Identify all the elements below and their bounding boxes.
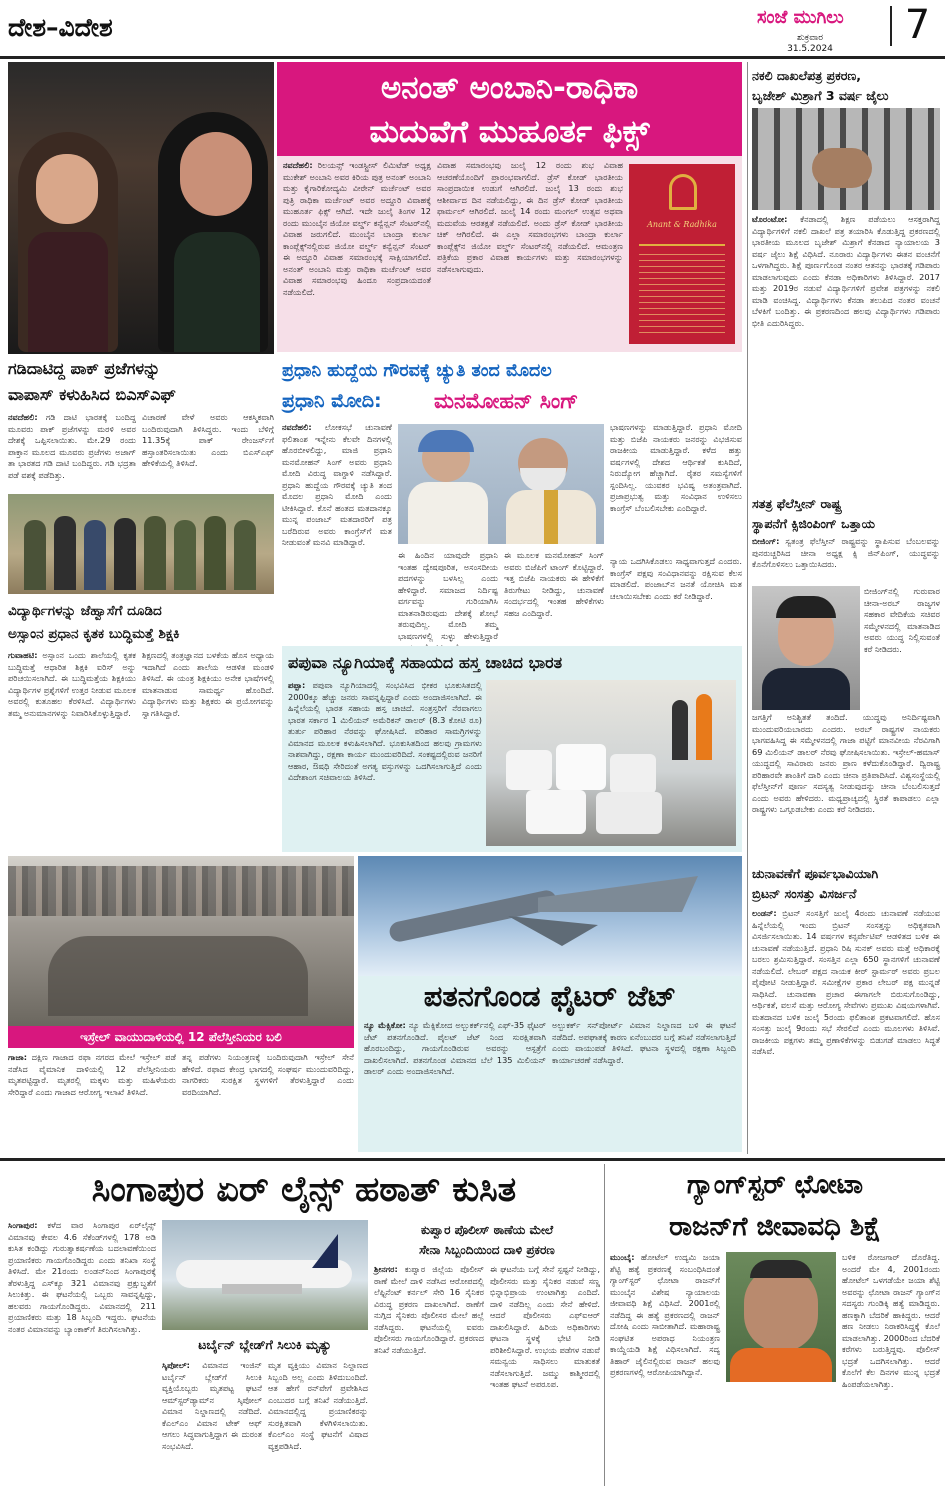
manmohan-col4: ಈ ಮೂಲಕ ಮನಮೋಹನ್ ಸಿಂಗ್ ಅವರು ಬಿಜೆಪಿಗೆ ಟಾಂಗ್ ಕೊಟ್ಟಿದ್ದಾರೆ. ಇತ್ತ ಬಿಜೆಪಿ ನಾಯಕರು ಈ ಹೇಳಿಕೆಗೆ ತಿರುಗೇಟು ನೀಡಿದ್ದು, ಚುನಾವಣೆ ಸಂದರ್ಭದಲ್ಲಿ ಇಂತಹ ಹೇಳಿಕೆಗಳು ಸಹಜ ಎಂದಿದ್ದಾರೆ. <box>504 550 604 618</box>
xi-body: ಜಗತ್ತಿಗೆ ಅನಿಶ್ಚಿತತೆ ತಂದಿದೆ. ಯುದ್ಧವು ಅನಿರ್ದಿಷ್ಟವಾಗಿ ಮುಂದುವರಿಯಬಾರದು ಎಂದರು. ಅರಬ್ ರಾಷ್ಟ್ರಗಳ ನಾಯಕರು ಭಾಗವಹಿಸಿದ್ದ ಈ ಸಮ್ಮೇಳನದಲ್ಲಿ ಗಾಜಾ ಪಟ್ಟಿಗೆ ಮಾನವೀಯ ನೆರವಿಗಾಗಿ 69 ಮಿಲಿಯನ್ ಡಾಲರ್ ನೆರವು ಘೋಷಿಸಲಾಯಿತು. ಇಸ್ರೇಲ್-ಹಮಾಸ್ ಯುದ್ಧದಲ್ಲಿ ಸಾವಿರಾರು ಜನರು ಪ್ರಾಣ ಕಳೆದುಕೊಂಡಿದ್ದಾರೆ. ದ್ವಿರಾಷ್ಟ್ರ ಪರಿಹಾರವೇ ಶಾಂತಿಗೆ ದಾರಿ ಎಂದು ಚೀನಾ ಪ್ರತಿಪಾದಿಸಿದೆ. ವಿಶ್ವಸಂಸ್ಥೆಯಲ್ಲಿ ಫೆಲೆಸ್ತೀನ್‌ಗೆ ಪೂರ್ಣ ಸದಸ್ಯತ್ವ ನೀಡುವುದನ್ನು ಚೀನಾ ಬೆಂಬಲಿಸುತ್ತದೆ ಎಂದು ಅವರು ಹೇಳಿದರು. ಮಧ್ಯಪ್ರಾಚ್ಯದಲ್ಲಿ ಸ್ಥಿರತೆ ಕಾಪಾಡಲು ಎಲ್ಲಾ ರಾಷ್ಟ್ರಗಳು ಒಗ್ಗೂಡಬೇಕು ಎಂದು ಕರೆ ನೀಡಿದರು. <box>752 712 940 814</box>
fake-doc-title-line1: ನಕಲಿ ದಾಖಲೆಪತ್ರ ಪ್ರಕರಣ, <box>752 68 862 83</box>
anant-article <box>277 156 742 352</box>
rajan-title-line2: ರಾಜನ್‌ಗೆ ಜೀವಾವಧಿ ಶಿಕ್ಷೆ <box>669 1212 881 1242</box>
student-dateline: ಗುವಾಹಟಿ: <box>8 650 38 660</box>
jet-title: ಪತನಗೊಂಡ ಫೈಟರ್ ಜೆಟ್ <box>423 979 677 1013</box>
kupwara-col1 <box>374 1264 484 1486</box>
pak-dateline: ನವದೆಹಲಿ: <box>8 412 38 422</box>
masthead <box>0 0 945 56</box>
turbine-col2: ಮೃತ ವ್ಯಕ್ತಿಯು ವಿಮಾನ ನಿಲ್ದಾಣದ ಸಿಬ್ಬಂದಿ ಅಲ್ಲ ಎಂದು ತಿಳಿದುಬಂದಿದೆ. ಆತ ಹೇಗೆ ರನ್‌ವೇಗೆ ಪ್ರವೇಶಿಸಿದ ಎಂಬುದರ ಬಗ್ಗೆ ತನಿಖೆ ನಡೆಯುತ್ತಿದೆ. ವಿಮಾನದಲ್ಲಿದ್ದ ಪ್ರಯಾಣಿಕರನ್ನು ಸುರಕ್ಷಿತವಾಗಿ ಕೆಳಗಿಳಿಸಲಾಯಿತು. ಕೆಎಲ್‌ಎಂ ಸಂಸ್ಥೆ ಘಟನೆಗೆ ವಿಷಾದ ವ್ಯಕ್ತಪಡಿಸಿದೆ. <box>268 1360 368 1451</box>
israel-col1-text: ದಕ್ಷಿಣ ಗಾಜಾದ ರಫಾ ನಗರದ ಮೇಲೆ ಇಸ್ರೇಲ್ ಪಡೆ ನಡೆಸಿದ ವೈಮಾನಿಕ ದಾಳಿಯಲ್ಲಿ 12 ಪೆಲೆಸ್ತೀನಿಯರು ಮೃತಪಟ್ಟಿದ್ದಾರೆ. ಮೃತರಲ್ಲಿ ಮಕ್ಕಳು ಮತ್ತು ಮಹಿಳೆಯರು ಸೇರಿದ್ದಾರೆ ಎಂದು ಗಾಜಾದ ಆರೋಗ್ಯ ಇಲಾಖೆ ತಿಳಿಸಿದೆ. <box>8 1052 177 1097</box>
britain-title-line2: ಬ್ರಿಟನ್ ಸಂಸತ್ತು ವಿಸರ್ಜನೆ <box>752 886 857 901</box>
jet-box <box>358 856 742 1152</box>
papua-col1-text: ಪಪುವಾ ನ್ಯೂಗಿಯಾದಲ್ಲಿ ಸಂಭವಿಸಿದ ಭೀಕರ ಭೂಕುಸಿತದಲ್ಲಿ 2000ಕ್ಕೂ ಹೆಚ್ಚು ಜನರು ಸಾವನ್ನಪ್ಪಿದ್ದಾರೆ ಎಂದು ಅಂದಾಜಿಸಲಾಗಿದೆ. ಈ ಹಿನ್ನೆಲೆಯಲ್ಲಿ ಭಾರತ ಸಹಾಯ ಹಸ್ತ ಚಾಚಿದೆ. ಸಂತ್ರಸ್ತರಿಗೆ ನೆರವಾಗಲು ಭಾರತ ಸರ್ಕಾರ 1 ಮಿಲಿಯನ್ ಅಮೆರಿಕನ್ ಡಾಲರ್ (8.3 ಕೋಟಿ ರೂ) ತುರ್ತು ಪರಿಹಾರ ನೆರವನ್ನು ಘೋಷಿಸಿದೆ. ಪರಿಹಾರ ಸಾಮಗ್ರಿಗಳನ್ನು ವಿಮಾನದ ಮೂಲಕ ಕಳುಹಿಸಲಾಗಿದೆ. ಭೂಕುಸಿತದಿಂದ ಹಲವು ಗ್ರಾಮಗಳು ನಾಶವಾಗಿದ್ದು, ರಕ್ಷಣಾ ಕಾರ್ಯ ಮುಂದುವರಿದಿದೆ. ಸಂಕಷ್ಟದಲ್ಲಿರುವ ಜನರಿಗೆ ಆಹಾರ, ಔಷಧಿ ಸೇರಿದಂತೆ ಅಗತ್ಯ ವಸ್ತುಗಳನ್ನು ಒದಗಿಸಲಾಗುತ್ತಿದೆ ಎಂದು ವಿದೇಶಾಂಗ ಸಚಿವಾಲಯ ತಿಳಿಸಿದೆ. <box>288 680 482 782</box>
singapore-col1-text: ಕಳೆದ ವಾರ ಸಿಂಗಾಪುರ ಏರ್‌ಲೈನ್ಸ್ ವಿಮಾನವು ಕೇವಲ 4.6 ಸೆಕೆಂಡ್‌ಗಳಲ್ಲಿ 178 ಅಡಿ ಕುಸಿತ ಕಂಡಿದ್ದು ಗುರುತ್ವಾಕರ್ಷಣೆಯ ಬದಲಾವಣೆಯಿಂದ ಪ್ರಯಾಣಿಕರು ಗಾಯಗೊಂಡಿದ್ದರು ಎಂದು ತನಿಖಾ ಸಂಸ್ಥೆ ತಿಳಿಸಿದೆ. ಮೇ 21ರಂದು ಲಂಡನ್‌ನಿಂದ ಸಿಂಗಾಪುರಕ್ಕೆ ತೆರಳುತ್ತಿದ್ದ ಎಸ್‌ಕ್ಯೂ 321 ವಿಮಾನವು ಪ್ರಕ್ಷುಬ್ಧತೆಗೆ ಸಿಲುಕಿತ್ತು. ಈ ಘಟನೆಯಲ್ಲಿ ಒಬ್ಬರು ಸಾವನ್ನಪ್ಪಿದ್ದು, ಹಲವರು ಗಾಯಗೊಂಡಿದ್ದರು. ವಿಮಾನದಲ್ಲಿ 211 ಪ್ರಯಾಣಿಕರು ಮತ್ತು 18 ಸಿಬ್ಬಂದಿ ಇದ್ದರು. ಘಟನೆಯ ನಂತರ ವಿಮಾನವನ್ನು ಬ್ಯಾಂಕಾಕ್‌ಗೆ ತಿರುಗಿಸಲಾಗಿತ್ತು. <box>8 1220 156 1334</box>
rajan-col2: ಬಳಿಕ ರೋಜಗಾರ್ ದೊರೆತಿದ್ದ. ಅಂದರೆ ಮೇ 4, 2001ರಂದು ಹೋಟೆಲ್ ಒಳಗಡೆಯೇ ಜಯಾ ಶೆಟ್ಟಿ ಅವರನ್ನು ಛೋಟಾ ರಾಜನ್ ಗ್ಯಾಂಗ್‌ನ ಸದಸ್ಯರು ಗುಂಡಿಕ್ಕಿ ಹತ್ಯೆ ಮಾಡಿದ್ದರು. ಹಣಕ್ಕಾಗಿ ಬೆದರಿಕೆ ಹಾಕಿದ್ದರು. ಆದರೆ ಹಣ ನೀಡಲು ನಿರಾಕರಿಸಿದ್ದಕ್ಕೆ ಕೊಲೆ ಮಾಡಲಾಗಿತ್ತು. 2000ರಿಂದ ಬೆದರಿಕೆ ಕರೆಗಳು ಬರುತ್ತಿದ್ದವು. ಪೊಲೀಸ್ ಭದ್ರತೆ ಒದಗಿಸಲಾಗಿತ್ತು. ಆದರೆ ಕೊಲೆಗೆ ಕೆಲ ದಿನಗಳ ಮುನ್ನ ಭದ್ರತೆ ಹಿಂಪಡೆಯಲಾಗಿತ್ತು. <box>842 1252 940 1389</box>
pak-headline <box>8 356 274 408</box>
rajan-col1 <box>610 1252 720 1486</box>
student-title-line2: ಅಸ್ಸಾಂನ ಪ್ರಧಾನ ಕೃತಕ ಬುದ್ಧಿಮತ್ತೆ ಶಿಕ್ಷಕಿ <box>8 626 180 642</box>
israel-photo <box>8 856 354 1026</box>
xi-lead <box>752 536 940 584</box>
manmohan-headline <box>282 356 742 416</box>
manmohan-dateline: ನವದೆಹಲಿ: <box>282 422 312 432</box>
turbine-col1 <box>162 1360 262 1486</box>
pak-col2: ವಿಚಾರಣೆ ವೇಳೆ ಅವರು ಆಕಸ್ಮಿಕವಾಗಿ ಬಂದಿರುವುದಾಗಿ ತಿಳಿಸಿದ್ದರು. ಇಂದು ಬೆಳಿಗ್ಗೆ 11.35ಕ್ಕೆ ಪಾಕ್ ರೇಂಜರ್ಸ್‌ಗೆ ಹಸ್ತಾಂತರಿಸಲಾಯಿತು ಎಂದು ಬಿಎಸ್‌ಎಫ್ ಹೇಳಿಕೆಯಲ್ಲಿ ತಿಳಿಸಿದೆ. <box>142 412 274 468</box>
kupwara-col2: ಈ ಘಟನೆಯ ಬಗ್ಗೆ ಸೇನೆ ಸ್ಪಷ್ಟನೆ ನೀಡಿದ್ದು, ಪೊಲೀಸರು ಮತ್ತು ಸೈನಿಕರ ನಡುವೆ ಸಣ್ಣ ಭಿನ್ನಾಭಿಪ್ರಾಯ ಉಂಟಾಗಿತ್ತು ಎಂದಿದೆ. ದಾಳಿ ನಡೆದಿಲ್ಲ ಎಂದು ಸೇನೆ ಹೇಳಿದೆ. ಆದರೆ ಪೊಲೀಸರು ಎಫ್‌ಐಆರ್ ದಾಖಲಿಸಿದ್ದಾರೆ. ಹಿರಿಯ ಅಧಿಕಾರಿಗಳು ಘಟನಾ ಸ್ಥಳಕ್ಕೆ ಭೇಟಿ ನೀಡಿ ಪರಿಶೀಲಿಸಿದ್ದಾರೆ. ಉಭಯ ಪಡೆಗಳ ನಡುವೆ ಸಮನ್ವಯ ಸಾಧಿಸಲು ಮಾತುಕತೆ ನಡೆಸಲಾಗುತ್ತಿದೆ. ಜಮ್ಮು ಕಾಶ್ಮೀರದಲ್ಲಿ ಇಂತಹ ಘಟನೆ ಅಪರೂಪ. <box>490 1264 600 1389</box>
britain-title-line1: ಚುನಾವಣೆಗೆ ಪೂರ್ವಭಾವಿಯಾಗಿ <box>752 866 879 881</box>
anant-title-line2: ಮದುವೆಗೆ ಮುಹೂರ್ತ ಫಿಕ್ಸ್ <box>369 114 650 150</box>
wedding-card-text: Anant & Radhika <box>647 220 717 229</box>
student-col2: ಶಿಕ್ಷಣದಲ್ಲಿ ತಂತ್ರಜ್ಞಾನದ ಬಳಕೆಯ ಹೊಸ ಅಧ್ಯಾಯ ಇದಾಗಿದೆ ಎಂದು ಶಾಲೆಯ ಆಡಳಿತ ಮಂಡಳಿ ತಿಳಿಸಿದೆ. ಈ ಯಂತ್ರ ಶಿಕ್ಷಕಿಯು ಅನೇಕ ಭಾಷೆಗಳಲ್ಲಿ ಮಾತನಾಡುವ ಸಾಮರ್ಥ್ಯ ಹೊಂದಿದೆ. ವಿದ್ಯಾರ್ಥಿಗಳು ಮತ್ತು ಶಿಕ್ಷಕರು ಈ ಪ್ರಯೋಗವನ್ನು ಸ್ವಾಗತಿಸಿದ್ದಾರೆ. <box>142 650 274 718</box>
anant-radhika-photo <box>8 62 274 354</box>
student-title-line1: ವಿದ್ಯಾರ್ಥಿಗಳನ್ನು ಜೆಹ್ವಾಸೆಗೆ ದೂಡಿದ <box>8 603 162 619</box>
xi-photo <box>752 586 860 710</box>
anant-col1-text: ರಿಲಯನ್ಸ್ ಇಂಡಸ್ಟ್ರೀಸ್ ಲಿಮಿಟೆಡ್ ಅಧ್ಯಕ್ಷ ಮುಕೇಶ್ ಅಂಬಾನಿ ಅವರ ಕಿರಿಯ ಪುತ್ರ ಅನಂತ್ ಅಂಬಾನಿ ಮತ್ತು ಕೈಗಾರಿಕೋದ್ಯಮಿ ವೀರೇನ್ ಮರ್ಚೆಂಟ್ ಅವರ ಪುತ್ರಿ ರಾಧಿಕಾ ಮರ್ಚೆಂಟ್ ಅವರ ಅದ್ದೂರಿ ವಿವಾಹಕ್ಕೆ ಮುಹೂರ್ತ ಫಿಕ್ಸ್ ಆಗಿದೆ. ಇದೇ ಜುಲೈ ತಿಂಗಳ 12 ರಂದು ಮುಂಬೈನ ಜಿಯೋ ವರ್ಲ್ಡ್ ಕನ್ವೆನ್ಷನ್ ಸೆಂಟರ್‌ನಲ್ಲಿ ವಿವಾಹ ಜರುಗಲಿದೆ. ಮುಂಬೈನ ಬಾಂದ್ರಾ ಕುರ್ಲಾ ಕಾಂಪ್ಲೆಕ್ಸ್‌ನಲ್ಲಿರುವ ಜಿಯೋ ವರ್ಲ್ಡ್ ಕನ್ವೆನ್ಷನ್ ಸೆಂಟರ್ ಈ ಅದ್ದೂರಿ ವಿವಾಹ ಸಮಾರಂಭಕ್ಕೆ ಸಾಕ್ಷಿಯಾಗಲಿದೆ. ಅನಂತ್ ಅಂಬಾನಿ ಮತ್ತು ರಾಧಿಕಾ ಮರ್ಚೆಂಟ್ ಅವರ ವಿವಾಹ ಸಮಾರಂಭವು ಹಿಂದೂ ಸಂಪ್ರದಾಯದಂತೆ ನಡೆಯಲಿದೆ. <box>283 160 431 297</box>
fake-doc-text: ಕೆನಡಾದಲ್ಲಿ ಶಿಕ್ಷಣ ಪಡೆಯಲು ಆಸಕ್ತರಾಗಿದ್ದ ವಿದ್ಯಾರ್ಥಿಗಳಿಗೆ ನಕಲಿ ದಾಖಲೆ ಪತ್ರ ತಯಾರಿಸಿ ಕೊಡುತ್ತಿದ್ದ ಪ್ರಕರಣದಲ್ಲಿ ಭಾರತೀಯ ಮೂಲದ ಬೃಜೇಶ್ ಮಿಶ್ರಾಗೆ ಕೆನಡಾದ ನ್ಯಾಯಾಲಯ 3 ವರ್ಷ ಜೈಲು ಶಿಕ್ಷೆ ವಿಧಿಸಿದೆ. ನೂರಾರು ವಿದ್ಯಾರ್ಥಿಗಳು ಈತನ ವಂಚನೆಗೆ ಒಳಗಾಗಿದ್ದರು. ಶಿಕ್ಷೆ ಪೂರ್ಣಗೊಂಡ ನಂತರ ಆತನನ್ನು ಭಾರತಕ್ಕೆ ಗಡಿಪಾರು ಮಾಡಲಾಗುವುದು ಎಂದು ಕೆನಡಾ ಅಧಿಕಾರಿಗಳು ತಿಳಿಸಿದ್ದಾರೆ. 2017 ಮತ್ತು 2019ರ ನಡುವೆ ವಿದ್ಯಾರ್ಥಿಗಳಿಗೆ ಪ್ರವೇಶ ಪತ್ರಗಳನ್ನು ನಕಲಿ ಮಾಡಿ ವಂಚಿಸಿದ್ದ. ವಿದ್ಯಾರ್ಥಿಗಳು ಕೆನಡಾ ತಲುಪಿದ ನಂತರ ವಂಚನೆ ಬೆಳಕಿಗೆ ಬಂದಿತ್ತು. ಈ ಪ್ರಕರಣದಿಂದ ಹಲವು ವಿದ್ಯಾರ್ಥಿಗಳು ಗಡಿಪಾರು ಭೀತಿ ಎದುರಿಸಿದ್ದರು. <box>752 214 940 328</box>
xi-title-line2: ಸ್ಥಾಪನೆಗೆ ಕ್ಸಿಜಿಂಪಿಂಗ್ ಒತ್ತಾಯ <box>752 516 875 531</box>
xi-headline <box>752 494 940 534</box>
issue-date: 31.5.2024 <box>787 44 833 54</box>
manmohan-col5: ನ್ಯಾಯ ಒದಗಿಸಿಕೊಡಲು ಸಾಧ್ಯವಾಗುತ್ತದೆ ಎಂದರು. ಕಾಂಗ್ರೆಸ್ ಪಕ್ಷವು ಸಂವಿಧಾನವನ್ನು ರಕ್ಷಿಸುವ ಕೆಲಸ ಮಾಡಲಿದೆ. ಪಂಜಾಬ್‌ನ ಜನತೆ ಯೋಚಿಸಿ ಮತ ಚಲಾಯಿಸಬೇಕು ಎಂದು ಕರೆ ನೀಡಿದ್ದಾರೆ. <box>610 556 742 601</box>
kupwara-dateline: ಶ್ರೀನಗರ: <box>374 1264 398 1274</box>
xi-lead-text: ಸ್ವತಂತ್ರ ಫೆಲೆಸ್ತೀನ್ ರಾಷ್ಟ್ರವನ್ನು ಸ್ಥಾಪಿಸುವ ಬೆಂಬಲವನ್ನು ಪುನರುಚ್ಚರಿಸಿದ ಚೀನಾ ಅಧ್ಯಕ್ಷ ಕ್ಸಿ ಜಿನ್‌ಪಿಂಗ್, ಯುದ್ಧವನ್ನು ಕೊನೆಗೊಳಿಸಲು ಒತ್ತಾಯಿಸಿದರು. <box>752 536 941 569</box>
xi-title-line1: ಸತತ್ರ ಫೆಲೆಸ್ತೀನ್ ರಾಷ್ಟ್ರ <box>752 496 842 511</box>
section-title: ದೇಶ–ವಿದೇಶ <box>8 13 113 42</box>
israel-caption-bar <box>8 1026 354 1048</box>
student-headline <box>8 600 274 646</box>
fake-doc-body <box>752 214 940 490</box>
xi-dateline: ಬೀಜಿಂಗ್: <box>752 536 780 546</box>
page-number: 7 <box>904 2 931 48</box>
israel-col1 <box>8 1052 176 1148</box>
papua-col1 <box>288 680 482 848</box>
kupwara-title-line1: ಕುಪ್ವಾರ ಪೊಲೀಸ್ ಠಾಣೆಯ ಮೇಲೆ <box>420 1223 554 1237</box>
kupwara-col1-text: ಕುಪ್ವಾರ ಜಿಲ್ಲೆಯ ಪೊಲೀಸ್ ಠಾಣೆ ಮೇಲೆ ದಾಳಿ ನಡೆಸಿದ ಆರೋಪದಲ್ಲಿ ಲೆಫ್ಟಿನೆಂಟ್ ಕರ್ನಲ್ ಸೇರಿ 16 ಸೈನಿಕರ ವಿರುದ್ಧ ಪ್ರಕರಣ ದಾಖಲಾಗಿದೆ. ಠಾಣೆಗೆ ನುಗ್ಗಿದ ಸೈನಿಕರು ಪೊಲೀಸರ ಮೇಲೆ ಹಲ್ಲೆ ನಡೆಸಿದ್ದರು. ಘಟನೆಯಲ್ಲಿ ಐವರು ಪೊಲೀಸರು ಗಾಯಗೊಂಡಿದ್ದಾರೆ. ಪ್ರಕರಣದ ತನಿಖೆ ನಡೆಯುತ್ತಿದೆ. <box>374 1264 484 1355</box>
rajan-headline <box>610 1164 940 1248</box>
manmohan-col1-text: ಲೋಕಸಭೆ ಚುನಾವಣೆ ಫಲಿತಾಂಶ ಇನ್ನೇನು ಕೆಲವೇ ದಿನಗಳಲ್ಲಿ ಹೊರಬೀಳಲಿದ್ದು, ಮಾಜಿ ಪ್ರಧಾನಿ ಮನಮೋಹನ್ ಸಿಂಗ್ ಅವರು ಪ್ರಧಾನಿ ಮೋದಿ ವಿರುದ್ಧ ವಾಗ್ದಾಳಿ ನಡೆಸಿದ್ದಾರೆ. ಪ್ರಧಾನಿ ಹುದ್ದೆಯ ಗೌರವಕ್ಕೆ ಚ್ಯುತಿ ತಂದ ಮೊದಲ ಪ್ರಧಾನಿ ಮೋದಿ ಎಂದು ಟೀಕಿಸಿದ್ದಾರೆ. ಕೊನೆ ಹಂತದ ಮತದಾನಕ್ಕೂ ಮುನ್ನ ಪಂಜಾಬ್ ಮತದಾರರಿಗೆ ಪತ್ರ ಬರೆದಿರುವ ಅವರು ಕಾಂಗ್ರೆಸ್‌ಗೆ ಮತ ನೀಡುವಂತೆ ಮನವಿ ಮಾಡಿದ್ದಾರೆ. <box>282 422 393 547</box>
papua-box <box>282 646 742 852</box>
pak-title-line2: ವಾಪಾಸ್ ಕಳುಹಿಸಿದ ಬಿಎಸ್‌ಎಫ್ <box>8 385 176 404</box>
pak-col1 <box>8 412 136 488</box>
israel-dateline: ಗಾಜಾ: <box>8 1052 27 1062</box>
student-col1 <box>8 650 136 852</box>
anant-headline-box <box>277 62 742 156</box>
turbine-title: ಟರ್ಬೈನ್ ಬ್ಲೇಡ್‌ಗೆ ಸಿಲುಕಿ ಮೃತ್ಯು <box>198 1337 332 1352</box>
singapore-plane-photo <box>162 1220 368 1330</box>
singapore-dateline: ಸಿಂಗಾಪುರ: <box>8 1220 38 1230</box>
wedding-card <box>629 164 735 344</box>
kupwara-headline <box>374 1220 600 1260</box>
manmohan-col2: ಈ ಹಿಂದಿನ ಯಾವುದೇ ಪ್ರಧಾನಿ ಇಂತಹ ದ್ವೇಷಪೂರಿತ, ಅಸಂಸದೀಯ ಪದಗಳನ್ನು ಬಳಸಿಲ್ಲ ಎಂದು ಹೇಳಿದ್ದಾರೆ. ಸಮಾಜದ ನಿರ್ದಿಷ್ಟ ವರ್ಗವನ್ನು ಗುರಿಯಾಗಿಸಿ ಮಾತನಾಡಿರುವುದು ದೇಶಕ್ಕೆ ಶೋಭೆ ತರುವುದಿಲ್ಲ. ಮೋದಿ ತಮ್ಮ ಭಾಷಣಗಳಲ್ಲಿ ಸುಳ್ಳು ಹೇಳುತ್ತಿದ್ದಾರೆ <box>398 550 498 641</box>
britain-text: ಬ್ರಿಟನ್ ಸಂಸತ್ತಿಗೆ ಜುಲೈ 4ರಂದು ಚುನಾವಣೆ ನಡೆಯುವ ಹಿನ್ನೆಲೆಯಲ್ಲಿ ಇಂದು ಬ್ರಿಟನ್ ಸಂಸತ್ತನ್ನು ಅಧಿಕೃತವಾಗಿ ವಿಸರ್ಜಿಸಲಾಯಿತು. 14 ವರ್ಷಗಳ ಕನ್ಸರ್ವೇಟಿವ್ ಆಡಳಿತದ ಬಳಿಕ ಈ ಚುನಾವಣೆ ನಡೆಯುತ್ತಿದೆ. ಪ್ರಧಾನಿ ರಿಷಿ ಸುನಕ್ ಅವರು ಮತ್ತೆ ಅಧಿಕಾರಕ್ಕೆ ಬರಲು ಶ್ರಮಿಸುತ್ತಿದ್ದಾರೆ. ಸಂಸತ್ತಿನ ಎಲ್ಲಾ 650 ಸ್ಥಾನಗಳಿಗೆ ಚುನಾವಣೆ ನಡೆಯಲಿದೆ. ಲೇಬರ್ ಪಕ್ಷದ ನಾಯಕ ಕೀರ್ ಸ್ಟಾರ್ಮರ್ ಅವರು ಪ್ರಬಲ ಪೈಪೋಟಿ ನೀಡುತ್ತಿದ್ದಾರೆ. ಸಮೀಕ್ಷೆಗಳ ಪ್ರಕಾರ ಲೇಬರ್ ಪಕ್ಷ ಮುನ್ನಡೆ ಸಾಧಿಸಿದೆ. ಚುನಾವಣಾ ಪ್ರಚಾರ ಈಗಾಗಲೇ ಬಿರುಸುಗೊಂಡಿದ್ದು, ಆರ್ಥಿಕತೆ, ವಲಸೆ ಮತ್ತು ಆರೋಗ್ಯ ಸೇವೆಗಳು ಪ್ರಮುಖ ವಿಷಯಗಳಾಗಿವೆ. ಮತದಾನದ ಬಳಿಕ ಜುಲೈ 5ರಂದು ಫಲಿತಾಂಶ ಪ್ರಕಟವಾಗಲಿದೆ. ಹೊಸ ಸಂಸತ್ತು ಜುಲೈ 9ರಂದು ಸಭೆ ಸೇರಲಿದೆ ಎಂದು ಮೂಲಗಳು ತಿಳಿಸಿವೆ. ರಾಜಕೀಯ ಪಕ್ಷಗಳು ತಮ್ಮ ಪ್ರಣಾಳಿಕೆಗಳನ್ನು ಬಿಡುಗಡೆ ಮಾಡಲು ಸಿದ್ಧತೆ ನಡೆಸಿವೆ. <box>752 908 940 1056</box>
rajan-title-line1: ಗ್ಯಾಂಗ್‌ಸ್ಟರ್ ಛೋಟಾ <box>686 1170 864 1200</box>
pak-photo <box>8 494 274 594</box>
manmohan-modi-photo <box>398 424 604 544</box>
israel-caption: ಇಸ್ರೇಲ್ ವಾಯುದಾಳಿಯಲ್ಲಿ 12 ಪೆಲೆಸ್ತೀನಿಯರ ಬಲಿ <box>80 1030 282 1044</box>
jet-col1 <box>364 1020 546 1148</box>
manmohan-col3: ಭಾಷಣಗಳನ್ನು ಮಾಡುತ್ತಿದ್ದಾರೆ. ಪ್ರಧಾನಿ ಮೋದಿ ಮತ್ತು ಬಿಜೆಪಿ ನಾಯಕರು ಜನರನ್ನು ವಿಭಜಿಸುವ ರಾಜಕೀಯ ಮಾಡುತ್ತಿದ್ದಾರೆ. ಕಳೆದ ಹತ್ತು ವರ್ಷಗಳಲ್ಲಿ ದೇಶದ ಆರ್ಥಿಕತೆ ಕುಸಿದಿದೆ, ನಿರುದ್ಯೋಗ ಹೆಚ್ಚಾಗಿದೆ. ರೈತರ ಸಮಸ್ಯೆಗಳಿಗೆ ಸ್ಪಂದಿಸಿಲ್ಲ. ಯುವಕರ ಭವಿಷ್ಯ ಅತಂತ್ರವಾಗಿದೆ. ಪ್ರಜಾಪ್ರಭುತ್ವ ಮತ್ತು ಸಂವಿಧಾನ ಉಳಿಸಲು ಕಾಂಗ್ರೆಸ್ ಬೆಂಬಲಿಸಬೇಕು ಎಂದಿದ್ದಾರೆ. <box>610 422 742 513</box>
manmohan-title-line1: ಪ್ರಧಾನಿ ಹುದ್ದೆಯ ಗೌರವಕ್ಕೆ ಚ್ಯುತಿ ತಂದ ಮೊದಲ <box>282 361 552 381</box>
anant-dateline: ನವದೆಹಲಿ: <box>283 160 313 170</box>
jail-photo <box>752 108 940 210</box>
papua-dateline: ಪಪ್ಪಾ: <box>288 680 306 690</box>
israel-col2: ತನ್ನ ಪಡೆಗಳು ನಿಯಂತ್ರಣಕ್ಕೆ ಬಂದಿರುವುದಾಗಿ ಇಸ್ರೇಲ್ ಸೇನೆ ಹೇಳಿದೆ. ರಫಾದ ಕೇಂದ್ರ ಭಾಗದಲ್ಲಿ ಸಂಘರ್ಷ ಮುಂದುವರಿದಿದ್ದು, ನಾಗರಿಕರು ಸುರಕ್ಷಿತ ಸ್ಥಳಗಳಿಗೆ ತೆರಳುತ್ತಿದ್ದಾರೆ ಎಂದು ವರದಿಯಾಗಿದೆ. <box>182 1052 354 1097</box>
manmohan-title-line2a: ಪ್ರಧಾನಿ ಮೋದಿ: <box>282 390 382 412</box>
papua-photo <box>486 680 736 846</box>
pak-title-line1: ಗಡಿದಾಟಿದ್ದ ಪಾಕ್ ಪ್ರಜೆಗಳನ್ನು <box>8 359 161 378</box>
rajan-col1-text: ಹೋಟೆಲ್ ಉದ್ಯಮಿ ಜಯಾ ಶೆಟ್ಟಿ ಹತ್ಯೆ ಪ್ರಕರಣಕ್ಕೆ ಸಂಬಂಧಿಸಿದಂತೆ ಗ್ಯಾಂಗ್‌ಸ್ಟರ್ ಛೋಟಾ ರಾಜನ್‌ಗೆ ಮುಂಬೈನ ವಿಶೇಷ ನ್ಯಾಯಾಲಯ ಜೀವಾವಧಿ ಶಿಕ್ಷೆ ವಿಧಿಸಿದೆ. 2001ರಲ್ಲಿ ನಡೆದಿದ್ದ ಈ ಹತ್ಯೆ ಪ್ರಕರಣದಲ್ಲಿ ರಾಜನ್ ದೋಷಿ ಎಂದು ಸಾಬೀತಾಗಿದೆ. ಮಹಾರಾಷ್ಟ್ರ ಸಂಘಟಿತ ಅಪರಾಧ ನಿಯಂತ್ರಣ ಕಾಯ್ದೆಯಡಿ ಶಿಕ್ಷೆ ವಿಧಿಸಲಾಗಿದೆ. ಸದ್ಯ ತಿಹಾರ್ ಜೈಲಿನಲ್ಲಿರುವ ರಾಜನ್ ಹಲವು ಪ್ರಕರಣಗಳಲ್ಲಿ ಆರೋಪಿಯಾಗಿದ್ದಾನೆ. <box>610 1252 720 1377</box>
fake-doc-title-line2: ಬೃಜೇಶ್ ಮಿಶ್ರಾಗೆ 3 ವರ್ಷ ಜೈಲು <box>752 88 889 103</box>
britain-headline <box>752 864 940 904</box>
anant-col2: ವಿವಾಹ ಸಮಾರಂಭವು ಜುಲೈ 12 ರಂದು ಶುಭ ವಿವಾಹ ಆಚರಣೆಯೊಂದಿಗೆ ಪ್ರಾರಂಭವಾಗಲಿದೆ. ಡ್ರೆಸ್ ಕೋಡ್ ಭಾರತೀಯ ಸಾಂಪ್ರದಾಯಿಕ ಉಡುಗೆ ಆಗಿರಲಿದೆ. ಜುಲೈ 13 ರಂದು ಶುಭ ಆಶೀರ್ವಾದ ದಿನ ನಡೆಯಲಿದ್ದು, ಈ ದಿನ ಡ್ರೆಸ್ ಕೋಡ್ ಭಾರತೀಯ ಫಾರ್ಮಲ್ ಆಗಿರಲಿದೆ. ಜುಲೈ 14 ರಂದು ಮಂಗಲ್ ಉತ್ಸವ ಅಥವಾ ಮದುವೆಯ ಆರತಕ್ಷತೆ ನಡೆಯಲಿದೆ. ಅಂದು ಡ್ರೆಸ್ ಕೋಡ್ ಭಾರತೀಯ ಚಿಕ್ ಆಗಿರಲಿದೆ. ಈ ಎಲ್ಲಾ ಸಮಾರಂಭಗಳು ಬಾಂದ್ರಾ ಕುರ್ಲಾ ಕಾಂಪ್ಲೆಕ್ಸ್‌ನ ಜಿಯೋ ವರ್ಲ್ಡ್ ಸೆಂಟರ್‌ನಲ್ಲಿ ನಡೆಯಲಿದೆ. ಆಮಂತ್ರಣ ಪತ್ರಿಕೆಯ ಪ್ರಕಾರ ವಿವಾಹ ಕಾರ್ಯಗಳು ಮತ್ತು ಸಮಾರಂಭಗಳನ್ನು ನಡೆಸಲಾಗುವುದು. <box>437 160 623 274</box>
student-col1-text: ಅಸ್ಸಾಂನ ಒಂದು ಶಾಲೆಯಲ್ಲಿ ಕೃತಕ ಬುದ್ಧಿಮತ್ತೆ ಆಧಾರಿತ ಶಿಕ್ಷಕಿ ಐರಿಸ್ ಅನ್ನು ಪರಿಚಯಿಸಲಾಗಿದೆ. ಈ ಬುದ್ಧಿಮತ್ತೆಯ ಶಿಕ್ಷಕಿಯು ವಿದ್ಯಾರ್ಥಿಗಳ ಪ್ರಶ್ನೆಗಳಿಗೆ ಉತ್ತರ ನೀಡುವ ಮೂಲಕ ಅವರಲ್ಲಿ ಕುತೂಹಲ ಕೆರಳಿಸಿದೆ. ವಿದ್ಯಾರ್ಥಿಗಳು ತಮ್ಮ ಅನುಮಾನಗಳನ್ನು ನಿವಾರಿಸಿಕೊಳ್ಳುತ್ತಿದ್ದಾರೆ. <box>8 650 136 718</box>
britain-body <box>752 908 940 1152</box>
turbine-dateline: ಸ್ಕಿಪೋಲ್: <box>162 1360 190 1370</box>
rajan-photo <box>726 1252 836 1382</box>
pak-col1-text: ಗಡಿ ದಾಟಿ ಭಾರತಕ್ಕೆ ಬಂದಿದ್ದ ಮೂವರು ಪಾಕ್ ಪ್ರಜೆಗಳನ್ನು ಮರಳಿ ಅವರ ದೇಶಕ್ಕೆ ಒಪ್ಪಿಸಲಾಯಿತು. ಮೇ.29 ರಂದು ಪಾಕ್ತಾನ ಮೂಲದ ಮೂವರು ಪ್ರಜೆಗಳು ಅಜಾಗ್ ತಾ ಭಾರತದ ಗಡಿ ದಾಟಿ ಬಂದಿದ್ದರು. ಗಡಿ ಭದ್ರತಾ ಪಡೆ ವಶಕ್ಕೆ ಪಡೆದಿತ್ತು. <box>8 412 136 480</box>
manmohan-col1 <box>282 422 392 640</box>
anant-title-line1: ಅನಂತ್ ಅಂಬಾನಿ-ರಾಧಿಕಾ <box>380 70 639 106</box>
jet-photo <box>358 856 742 976</box>
jet-col2: ಅಲ್ಬುಕರ್ಕ್ ಸನ್‌ಪೋರ್ಟ್ ವಿಮಾನ ನಿಲ್ದಾಣದ ಬಳಿ ಈ ಘಟನೆ ನಡೆದಿದೆ. ಅಪಘಾತಕ್ಕೆ ಕಾರಣ ಏನೆಂಬುದರ ಬಗ್ಗೆ ತನಿಖೆ ನಡೆಸಲಾಗುತ್ತಿದೆ ಎಂದು ವಾಯುಪಡೆ ತಿಳಿಸಿದೆ. ಘಟನಾ ಸ್ಥಳದಲ್ಲಿ ರಕ್ಷಣಾ ಸಿಬ್ಬಂದಿ ಕಾರ್ಯಾಚರಣೆ ನಡೆಸಿದ್ದಾರೆ. <box>552 1020 736 1065</box>
singapore-title: ಸಿಂಗಾಪುರ ಏರ್ ಲೈನ್ಸ್ ಹಠಾತ್ ಕುಸಿತ <box>91 1170 517 1210</box>
papua-title: ಪಪುವಾ ನ್ಯೂಗಿಯಾಕ್ಕೆ ಸಹಾಯದ ಹಸ್ತ ಚಾಚಿದ ಭಾರತ <box>288 653 563 672</box>
brand-name: ಸಂಜೆ ಮುಗಿಲು <box>757 7 844 28</box>
jet-col1-text: ನ್ಯೂ ಮೆಕ್ಸಿಕೋದ ಅಲ್ಬುಕರ್ಕ್‌ನಲ್ಲಿ ಎಫ್-35 ಫೈಟರ್ ಜೆಟ್ ಪತನಗೊಂಡಿದೆ. ಪೈಲಟ್ ಜೆಟ್ ನಿಂದ ಸುರಕ್ಷಿತವಾಗಿ ಹೊರಬಂದಿದ್ದು, ಗಾಯಗೊಂಡಿರುವ ಅವರನ್ನು ಆಸ್ಪತ್ರೆಗೆ ದಾಖಲಿಸಲಾಗಿದೆ. ಪತನಗೊಂಡ ವಿಮಾನದ ಬೆಲೆ 135 ಮಿಲಿಯನ್ ಡಾಲರ್ ಎಂದು ಅಂದಾಜಿಸಲಾಗಿದೆ. <box>364 1020 546 1076</box>
britain-dateline: ಲಂಡನ್: <box>752 908 777 918</box>
jet-dateline: ನ್ಯೂ ಮೆಕ್ಸಿಕೋ: <box>364 1020 406 1030</box>
issue-day: ಶುಕ್ರವಾರ <box>797 33 823 43</box>
fake-doc-dateline: ಟೊರಂಟೋ: <box>752 214 788 224</box>
anant-col1 <box>283 160 431 348</box>
xi-side: ಬೀಜಿಂಗ್‌ನಲ್ಲಿ ಗುರುವಾರ ಚೀನಾ-ಅರಬ್ ರಾಜ್ಯಗಳ ಸಹಕಾರ ವೇದಿಕೆಯ ಸಚಿವರ ಸಮ್ಮೇಳನದಲ್ಲಿ ಮಾತನಾಡಿದ ಅವರು ಯುದ್ಧ ನಿಲ್ಲಿಸುವಂತೆ ಕರೆ ನೀಡಿದರು. <box>864 586 940 654</box>
fake-doc-headline <box>752 66 940 106</box>
manmohan-title-line2b: ಮನಮೋಹನ್ ಸಿಂಗ್ <box>434 389 579 413</box>
kupwara-title-line2: ಸೇನಾ ಸಿಬ್ಬಂದಿಯಿಂದ ದಾಳಿ ಪ್ರಕರಣ <box>419 1243 555 1257</box>
rajan-dateline: ಮುಂಬೈ: <box>610 1252 635 1262</box>
singapore-col1 <box>8 1220 156 1486</box>
turbine-col1-text: ವಿಮಾನದ ಇಂಜಿನ್ ಟರ್ಬೈನ್ ಬ್ಲೇಡ್‌ಗೆ ಸಿಲುಕಿ ವ್ಯಕ್ತಿಯೊಬ್ಬರು ಮೃತಪಟ್ಟ ಘಟನೆ ಆಮ್‌ಸ್ಟರ್‌ಡ್ಯಾಮ್‌ನ ಸ್ಕಿಪೋಲ್ ವಿಮಾನ ನಿಲ್ದಾಣದಲ್ಲಿ ನಡೆದಿದೆ. ಕೆಎಲ್‌ಎಂ ವಿಮಾನ ಟೇಕ್ ಆಫ್ ಆಗಲು ಸಿದ್ಧವಾಗುತ್ತಿದ್ದಾಗ ಈ ದುರಂತ ಸಂಭವಿಸಿದೆ. <box>162 1360 263 1451</box>
